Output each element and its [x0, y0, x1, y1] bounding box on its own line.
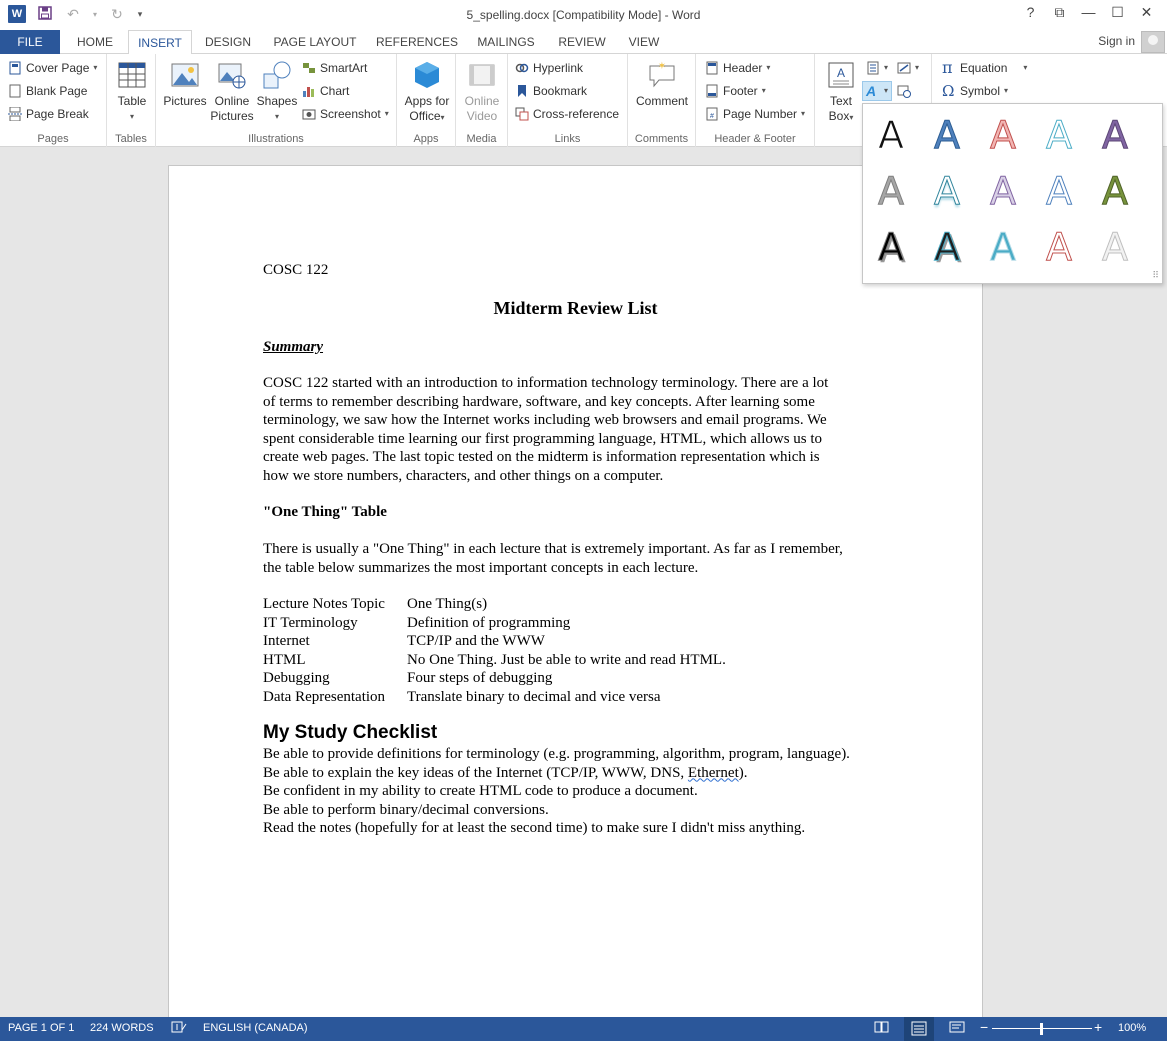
table-row [263, 669, 726, 688]
comment-icon [647, 60, 677, 90]
wordart-style-option[interactable]: A [878, 169, 904, 213]
cross-reference-label: Cross-reference [533, 107, 620, 121]
group-label-illustrations: Illustrations [248, 133, 304, 145]
header-label: Header [723, 61, 763, 75]
summary-line: terminology, we saw how the Internet works including web browsers and email programs. We [263, 412, 827, 428]
wordart-style-option[interactable]: A [1102, 169, 1128, 213]
page-count-status[interactable]: PAGE 1 OF 1 [8, 1022, 75, 1034]
quick-parts-button[interactable]: ▾ [866, 58, 888, 78]
screenshot-label: Screenshot [320, 107, 381, 121]
page-number-label: Page Number [723, 107, 798, 121]
wordart-style-option[interactable]: A [878, 225, 904, 269]
sign-in-link[interactable]: Sign in [1098, 34, 1135, 48]
smartart-label: SmartArt [320, 61, 368, 75]
group-label-media: Media [466, 133, 497, 145]
cover-page-button[interactable]: Cover Page ▾ [8, 58, 97, 78]
summary-heading[interactable]: Summary [263, 339, 324, 355]
shapes-icon [262, 60, 292, 90]
apps-label-1: Apps for [404, 94, 450, 108]
table-cell: HTML [263, 651, 306, 668]
hyperlink-label: Hyperlink [533, 61, 584, 75]
wordart-style-option[interactable]: A [1102, 113, 1128, 157]
spelling-error-word[interactable]: Ethernet [687, 764, 739, 781]
one-thing-line: There is usually a "One Thing" in each lecture that is extremely important. As far as I remember, [263, 541, 843, 557]
window-controls [1016, 4, 1161, 21]
zoom-slider-thumb[interactable] [1040, 1023, 1043, 1035]
group-pages [0, 54, 107, 147]
table-row [263, 632, 726, 651]
date-time-button[interactable] [897, 81, 911, 101]
cross-reference-button[interactable] [515, 104, 619, 124]
read-mode-icon[interactable] [874, 1020, 890, 1037]
help-button[interactable]: ? [1026, 4, 1035, 20]
checklist-item [263, 764, 850, 783]
cover-page-icon [8, 61, 22, 75]
hyperlink-icon [515, 61, 529, 75]
tab-review[interactable]: REVIEW [558, 35, 606, 49]
zoom-in-button[interactable]: + [1094, 1019, 1103, 1035]
wordart-style-option[interactable]: A [990, 113, 1016, 157]
checklist-heading[interactable]: My Study Checklist [263, 722, 438, 743]
page-break-button[interactable] [8, 104, 89, 124]
group-label-apps: Apps [413, 133, 439, 145]
chart-button[interactable] [302, 81, 349, 101]
hyperlink-button[interactable] [515, 58, 583, 78]
group-links [508, 54, 628, 147]
tab-home[interactable]: HOME [77, 35, 113, 49]
comment-button[interactable] [632, 60, 692, 109]
signature-line-button[interactable]: ▾ [897, 58, 919, 78]
checklist-item-text: Be able to explain the key ideas of the Internet (TCP/IP, WWW, DNS, [263, 764, 688, 781]
cover-page-label: Cover Page [26, 61, 90, 75]
page-break-label: Page Break [26, 107, 89, 121]
svg-text:#: # [710, 113, 714, 120]
wordart-style-option[interactable]: A [1046, 113, 1072, 157]
table-cell: IT Terminology [263, 614, 358, 631]
group-label-pages: Pages [37, 133, 69, 145]
wordart-style-option[interactable]: A [1102, 225, 1128, 269]
smartart-button[interactable] [302, 58, 367, 78]
redo-icon[interactable]: ↻ [111, 5, 123, 22]
web-layout-icon[interactable] [949, 1020, 965, 1037]
text-box-label-1: Text [829, 94, 852, 108]
wordart-style-option[interactable]: A [878, 113, 904, 157]
group-label-header-footer: Header & Footer [714, 133, 796, 145]
wordart-button[interactable]: A ▾ [862, 81, 892, 101]
language-status[interactable]: ENGLISH (CANADA) [203, 1022, 308, 1034]
tab-view[interactable]: VIEW [628, 35, 660, 49]
one-thing-paragraph[interactable] [263, 540, 843, 577]
checklist-item-text: ). [738, 764, 748, 781]
wordart-style-option[interactable]: A [990, 225, 1016, 269]
shapes-label: Shapes [256, 94, 298, 108]
bookmark-button[interactable] [515, 81, 587, 101]
shapes-button[interactable]: Shapes ▾ [256, 60, 298, 124]
summary-line: how we store numbers, characters, and other things on a computer. [263, 467, 664, 484]
table-header-cell: One Thing(s) [407, 596, 488, 612]
tab-design[interactable]: DESIGN [204, 35, 251, 49]
wordart-style-option[interactable]: A [990, 169, 1016, 213]
tab-insert[interactable]: INSERT [128, 30, 192, 55]
wordart-gallery [862, 103, 1163, 284]
svg-text:A: A [836, 66, 846, 80]
screenshot-icon [302, 107, 316, 121]
table-cell: Data Representation [263, 688, 386, 705]
table-cell: TCP/IP and the WWW [407, 633, 545, 649]
pictures-button[interactable] [162, 60, 208, 109]
header-button[interactable]: Header ▾ [705, 58, 770, 78]
svg-text:✶: ✶ [657, 61, 667, 72]
pictures-label: Pictures [163, 94, 207, 108]
footer-button[interactable]: Footer ▾ [705, 81, 766, 101]
cross-reference-icon [515, 107, 529, 121]
summary-paragraph[interactable] [263, 374, 828, 485]
close-button[interactable]: ✕ [1140, 4, 1153, 20]
resize-grip-icon[interactable]: ⠿ [1152, 270, 1159, 280]
bookmark-icon [515, 84, 529, 98]
table-cell: Translate binary to decimal and vice versa [407, 688, 661, 705]
window-title: 5_spelling.docx [Compatibility Mode] - Word [466, 8, 701, 22]
page-number-button[interactable]: # Page Number ▾ [705, 104, 805, 124]
table-header-cell: Lecture Notes Topic [263, 596, 385, 612]
course-code[interactable]: COSC 122 [263, 262, 329, 278]
table-cell: Four steps of debugging [407, 670, 553, 686]
pi-icon: π [942, 58, 953, 77]
apps-label-2: Office [409, 109, 441, 123]
footer-label: Footer [723, 84, 758, 98]
wordart-style-option[interactable]: A [1046, 225, 1072, 269]
table-button[interactable]: Table ▾ [114, 60, 150, 124]
summary-line: create web pages. The last topic tested on the midterm is information representation which is [263, 449, 820, 465]
table-header-row [263, 595, 726, 614]
group-tables [107, 54, 156, 147]
symbol-label: Symbol [960, 84, 1001, 98]
tab-file[interactable]: FILE [0, 30, 60, 54]
status-bar [0, 1017, 1167, 1041]
table-cell: No One Thing. Just be able to write and read HTML. [407, 651, 726, 668]
one-thing-heading[interactable]: "One Thing" Table [263, 504, 387, 520]
wordart-style-option[interactable]: A [934, 225, 960, 269]
table-row [263, 614, 726, 633]
group-label-comments: Comments [634, 133, 689, 145]
summary-line: of terms to remember describing hardware, software, and key concepts. After learning some [263, 393, 815, 410]
table-row [263, 688, 726, 707]
title-bar [0, 0, 1167, 30]
tab-mailings[interactable]: MAILINGS [477, 35, 535, 49]
footer-icon [705, 84, 719, 98]
blank-page-button[interactable] [8, 81, 87, 101]
bookmark-label: Bookmark [533, 84, 588, 98]
minimize-button[interactable]: — [1081, 4, 1096, 20]
group-label-tables: Tables [115, 133, 147, 145]
smartart-icon [302, 61, 316, 75]
wordart-style-option[interactable]: A [934, 169, 960, 213]
equation-label: Equation [960, 61, 1008, 75]
group-comments [628, 54, 696, 147]
print-layout-icon[interactable] [904, 1017, 934, 1041]
blank-page-icon [8, 84, 22, 98]
group-apps [397, 54, 456, 147]
group-label-links: Links [554, 133, 581, 145]
chart-icon [302, 84, 316, 98]
group-header-footer [696, 54, 815, 147]
table-cell: Definition of programming [407, 614, 571, 631]
table-cell: Debugging [263, 670, 330, 686]
checklist-item: Be confident in my ability to create HTML code to produce a document. [263, 783, 698, 799]
equation-button[interactable]: π Equation ▾ [942, 58, 1028, 77]
undo-dropdown-icon[interactable]: ▾ [92, 9, 97, 19]
maximize-button[interactable]: ☐ [1111, 4, 1124, 20]
online-pictures-icon [217, 60, 247, 90]
proofing-icon[interactable] [171, 1020, 187, 1037]
ribbon-tabs [0, 30, 1167, 54]
symbol-button[interactable]: Ω Symbol ▾ [942, 82, 1009, 100]
summary-line: COSC 122 started with an introduction to information technology terminology. There are a lot [263, 375, 829, 391]
wordart-icon: A [866, 83, 877, 99]
online-video-button[interactable] [459, 60, 505, 124]
customize-qat-icon[interactable]: ▾ [137, 8, 143, 19]
undo-icon[interactable]: ↶ [67, 5, 79, 22]
apps-for-office-button[interactable]: Apps for Office▾ [401, 60, 453, 125]
tab-references[interactable]: REFERENCES [375, 35, 458, 49]
chart-label: Chart [320, 84, 350, 98]
checklist-item: Be able to provide definitions for terminology (e.g. programming, algorithm, program, language). [263, 746, 850, 762]
zoom-level[interactable]: 100% [1118, 1022, 1147, 1034]
wordart-style-option[interactable]: A [934, 113, 960, 157]
table-label: Table [117, 94, 147, 108]
page-break-icon [8, 107, 22, 121]
summary-line: spent considerable time learning our first programming language, HTML, which allows us to [263, 430, 823, 447]
group-illustrations [156, 54, 397, 147]
ribbon-display-options-button[interactable]: ⧉ [1054, 4, 1065, 20]
checklist-item: Be able to perform binary/decimal conversions. [263, 801, 549, 818]
online-video-label-1: Online [464, 94, 500, 108]
date-time-icon [897, 84, 911, 98]
table-cell: Internet [263, 633, 310, 649]
online-pictures-label-2: Pictures [210, 109, 254, 123]
text-box-icon [826, 60, 856, 90]
online-video-label-2: Video [466, 109, 498, 123]
group-media [456, 54, 508, 147]
document-title[interactable]: Midterm Review List [493, 298, 658, 318]
one-thing-line: the table below summarizes the most important concepts in each lecture. [263, 559, 699, 576]
text-box-label-2: Box [828, 109, 850, 123]
wordart-style-option[interactable]: A [1046, 169, 1072, 213]
table-icon [117, 60, 147, 90]
pictures-icon [170, 60, 200, 90]
zoom-out-button[interactable]: − [980, 1019, 989, 1035]
online-video-icon [467, 60, 497, 90]
blank-page-label: Blank Page [26, 84, 88, 98]
word-count-status[interactable]: 224 WORDS [90, 1022, 154, 1034]
checklist-item: Read the notes (hopefully for at least the second time) to make sure I didn't miss anything. [263, 820, 806, 836]
screenshot-button[interactable]: Screenshot ▾ [302, 104, 389, 124]
one-thing-table[interactable] [263, 595, 726, 706]
header-icon [705, 61, 719, 75]
word-logo-icon[interactable]: W [8, 5, 26, 23]
quick-parts-icon [866, 61, 880, 75]
text-box-button[interactable]: A Text Box▾ [823, 60, 859, 125]
comment-label: Comment [635, 94, 688, 108]
signature-line-icon [897, 61, 911, 75]
avatar[interactable] [1141, 31, 1165, 53]
page-number-icon [705, 107, 719, 121]
omega-icon: Ω [942, 82, 955, 100]
online-pictures-label-1: Online [214, 94, 250, 108]
checklist[interactable] [263, 745, 850, 838]
tab-page-layout[interactable]: PAGE LAYOUT [273, 35, 357, 49]
online-pictures-button[interactable] [208, 60, 256, 124]
table-row [263, 651, 726, 670]
apps-for-office-icon [412, 60, 442, 90]
